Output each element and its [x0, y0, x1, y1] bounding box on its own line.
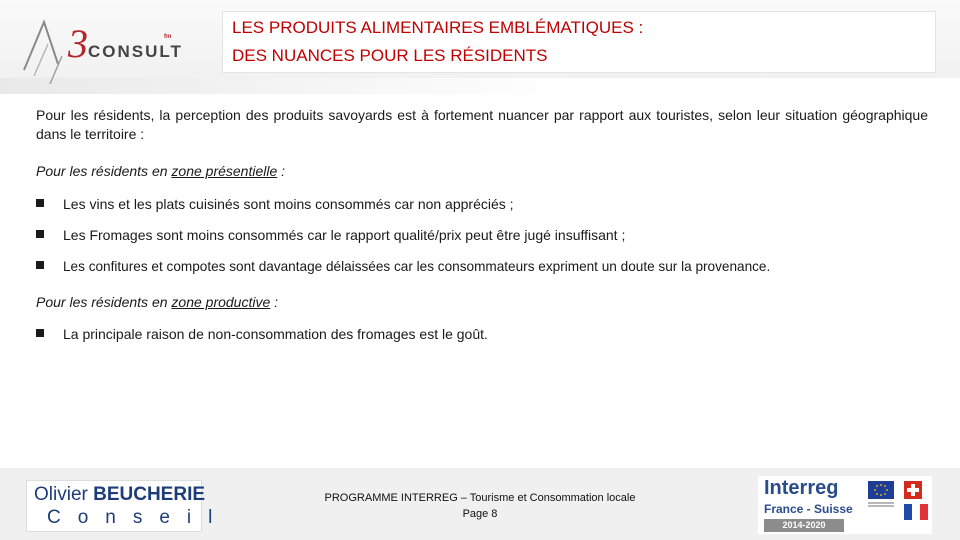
- bullet-square-icon: [36, 261, 44, 269]
- list-item-text: Les vins et les plats cuisinés sont moins consommés car non appréciés ;: [63, 196, 514, 212]
- section-suffix: :: [277, 163, 286, 179]
- beucherie-subtitle: Conseil: [47, 507, 230, 528]
- bullet-square-icon: [36, 329, 44, 337]
- eu-caption-icon: [868, 502, 894, 510]
- list-item: [36, 258, 770, 274]
- a3-consult-logo: [22, 14, 202, 88]
- program-title: PROGRAMME INTERREG – Tourisme et Consommation locale: [324, 492, 636, 504]
- intro-paragraph: Pour les résidents, la perception des produits savoyards est à fortement nuancer par rapport aux touristes, selon leur situation géographique dans le territoire :: [36, 107, 928, 142]
- section-heading-presentielle: [36, 163, 285, 179]
- footer-text: [300, 490, 660, 522]
- list-item: [36, 326, 488, 342]
- section-prefix: Pour les résidents en: [36, 294, 172, 310]
- list-item-text: La principale raison de non-consommation des fromages est le goût.: [63, 326, 488, 342]
- beucherie-name: [34, 484, 205, 506]
- logo-number: 3: [68, 21, 88, 66]
- french-flag-icon: [904, 504, 928, 520]
- list-item: [36, 227, 625, 243]
- section-zone: zone productive: [171, 294, 271, 310]
- swiss-flag-icon: [904, 481, 922, 499]
- logo-superscript: fm: [164, 34, 172, 40]
- page-title-line-1: LES PRODUITS ALIMENTAIRES EMBLÉMATIQUES :: [232, 18, 644, 37]
- section-prefix: Pour les résidents en: [36, 163, 172, 179]
- interreg-years: 2014-2020: [764, 519, 844, 532]
- list-item: [36, 196, 514, 212]
- eu-flag-icon: [868, 481, 894, 499]
- interreg-name: Interreg: [764, 477, 839, 499]
- section-suffix: :: [270, 294, 279, 310]
- title-box: [222, 11, 936, 73]
- beucherie-first-name: Olivier: [34, 484, 88, 505]
- section-zone: zone présentielle: [171, 163, 278, 179]
- bullet-square-icon: [36, 230, 44, 238]
- section-heading-productive: [36, 294, 278, 310]
- beucherie-last-name: BEUCHERIE: [87, 484, 206, 505]
- interreg-subtitle: France - Suisse: [764, 502, 853, 516]
- interreg-logo: [758, 476, 932, 534]
- page-number: Page 8: [462, 508, 498, 520]
- bullet-square-icon: [36, 199, 44, 207]
- page-title-line-2: DES NUANCES POUR LES RÉSIDENTS: [232, 46, 548, 65]
- list-item-text: Les Fromages sont moins consommés car le rapport qualité/prix peut être jugé insuffisant ;: [63, 227, 626, 243]
- list-item-text: Les confitures et compotes sont davantage délaissées car les consommateurs expriment un doute sur la provenance.: [63, 259, 771, 274]
- logo-word: CONSULT: [88, 42, 183, 61]
- beucherie-logo: [26, 480, 230, 532]
